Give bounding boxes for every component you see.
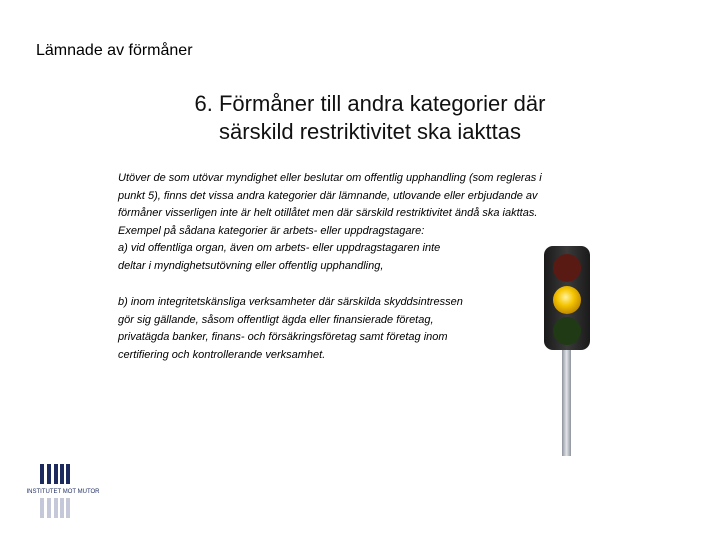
body-text xyxy=(118,170,586,364)
text-line: gör sig gällande, såsom offentligt ägda eller finansierade företag, xyxy=(118,313,434,326)
title-line-2: särskild restriktivitet ska iakttas xyxy=(219,119,521,144)
traffic-light-pole xyxy=(562,344,571,456)
text-line: a) vid offentliga organ, även om arbets- eller uppdragstagaren inte xyxy=(118,242,441,254)
text-line: förmåner visserligen inte är helt otillåtet men där särskild restriktivitet ändå ska iakttas. xyxy=(118,207,538,219)
traffic-light-icon xyxy=(520,240,620,460)
logo-text: INSTITUTET MOT MUTOR xyxy=(26,489,100,495)
logo-mark xyxy=(40,464,70,484)
red-lamp xyxy=(553,254,581,282)
text-line: punkt 5), finns det vissa andra kategorier där lämnande, utlovande eller erbjudande av xyxy=(118,189,538,202)
paragraph-a xyxy=(118,170,586,275)
text-line: Utöver de som utövar myndighet eller beslutar om offentlig upphandling (som regleras i xyxy=(118,172,542,184)
paragraph-b xyxy=(118,294,503,364)
text-line: b) inom integritetskänsliga verksamheter där särskilda skyddsintressen xyxy=(118,296,463,308)
title-line-1: 6. Förmåner till andra kategorier där xyxy=(194,91,546,116)
slide-header: Lämnade av förmåner xyxy=(36,42,193,59)
text-line: deltar i myndighetsutövning eller offentlig upphandling, xyxy=(118,259,384,272)
slide-title xyxy=(120,90,620,146)
green-lamp xyxy=(553,317,581,345)
text-line: privatägda banker, finans- och försäkringsföretag samt företag inom xyxy=(118,331,448,343)
text-line: Exempel på sådana kategorier är arbets- eller uppdragstagare: xyxy=(118,224,425,237)
logo-reflection xyxy=(40,498,70,518)
yellow-lamp xyxy=(553,286,581,314)
text-line: certifiering och kontrollerande verksamhet. xyxy=(118,348,326,361)
institutet-mot-mutor-logo xyxy=(8,462,118,528)
